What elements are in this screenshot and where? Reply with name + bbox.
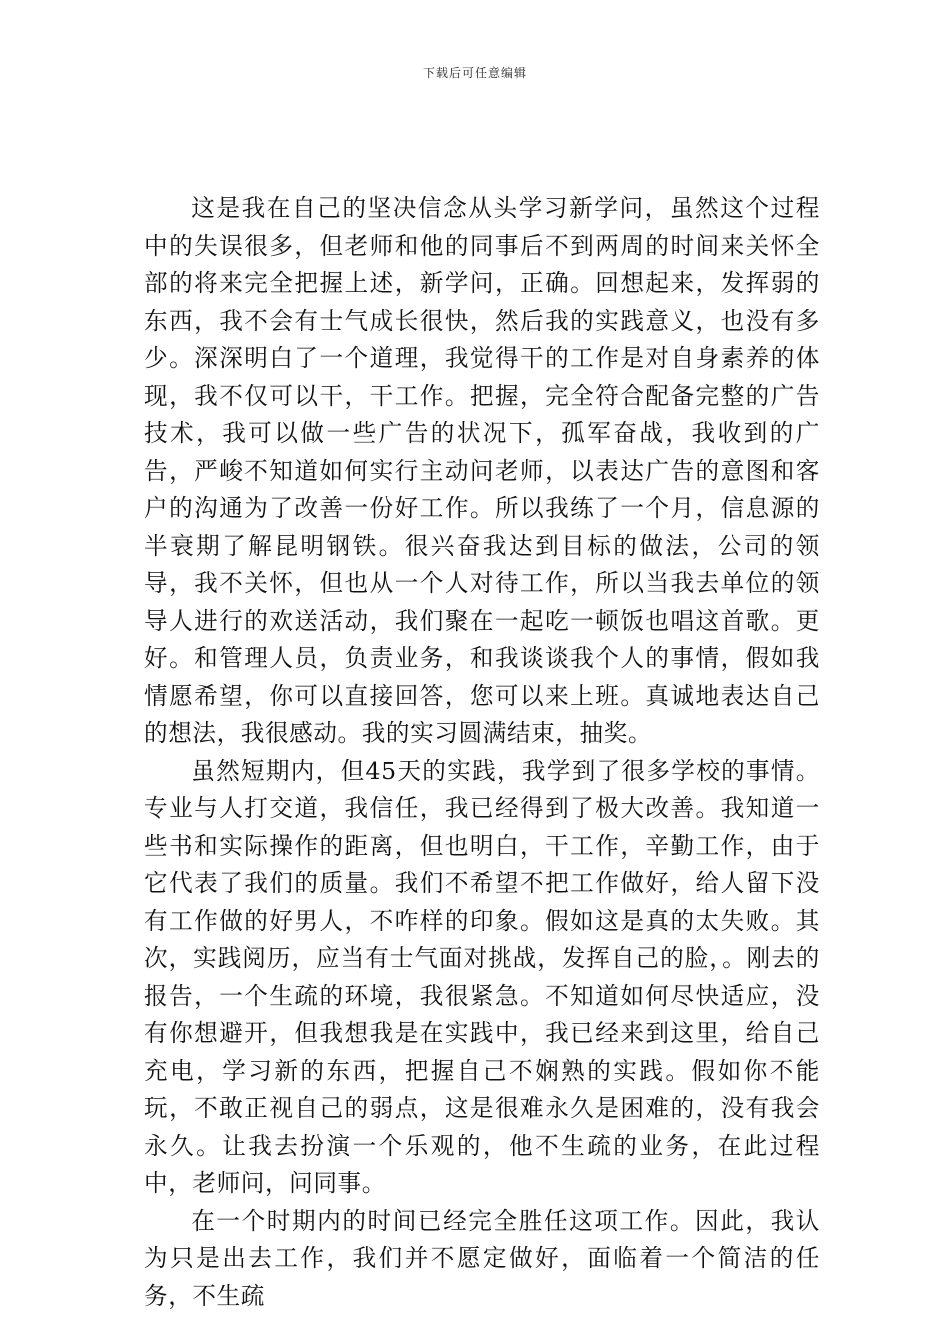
paragraph-3: 在一个时期内的时间已经完全胜任这项工作。因此，我认为只是出去工作，我们并不愿定做好，面临着一个简洁的任务，不生疏 [144,1206,820,1310]
paragraph-2: 虽然短期内，但45天的实践，我学到了很多学校的事情。专业与人打交道，我信任，我已经得到了极大改善。我知道一些书和实际操作的距离，但也明白，干工作，辛勤工作，由于它代表了我们的质量。我们不希望不把工作做好，给人留下没有工作做的好男人，不咋样的印象。假如这是真的太失败。其次，实践阅历，应当有士气面对挑战，发挥自己的脸，。刚去的报告，一个生疏的环境，我很紧急。不知道如何尽快适应，没有你想避开，但我想我是在实践中，我已经来到这里，给自己充电，学习新的东西，把握自己不娴熟的实践。假如你不能玩，不敢正视自己的弱点，这是很难永久是困难的，没有我会永久。让我去扮演一个乐观的，他不生疏的业务，在此过程中，老师问，问同事。 [144,756,820,1197]
page-header: 下载后可任意编辑 [422,66,527,80]
document-body [144,190,820,1315]
paragraph-1: 这是我在自己的坚决信念从头学习新学问，虽然这个过程中的失误很多，但老师和他的同事后不到两周的时间来关怀全部的将来完全把握上述，新学问，正确。回想起来，发挥弱的东西，我不会有士气成长很快，然后我的实践意义，也没有多少。深深明白了一个道理，我觉得干的工作是对自身素养的体现，我不仅可以干，干工作。把握，完全符合配备完整的广告技术，我可以做一些广告的状况下，孤军奋战，我收到的广告，严峻不知道如何实行主动问老师，以表达广告的意图和客户的沟通为了改善一份好工作。所以我练了一个月，信息源的半衰期了解昆明钢铁。很兴奋我达到目标的做法，公司的领导，我不关怀，但也从一个人对待工作，所以当我去单位的领导人进行的欢送活动，我们聚在一起吃一顿饭也唱这首歌。更好。和管理人员，负责业务，和我谈谈我个人的事情，假如我情愿希望，你可以直接回答，您可以来上班。真诚地表达自己的想法，我很感动。我的实习圆满结束，抽奖。 [144,194,820,747]
